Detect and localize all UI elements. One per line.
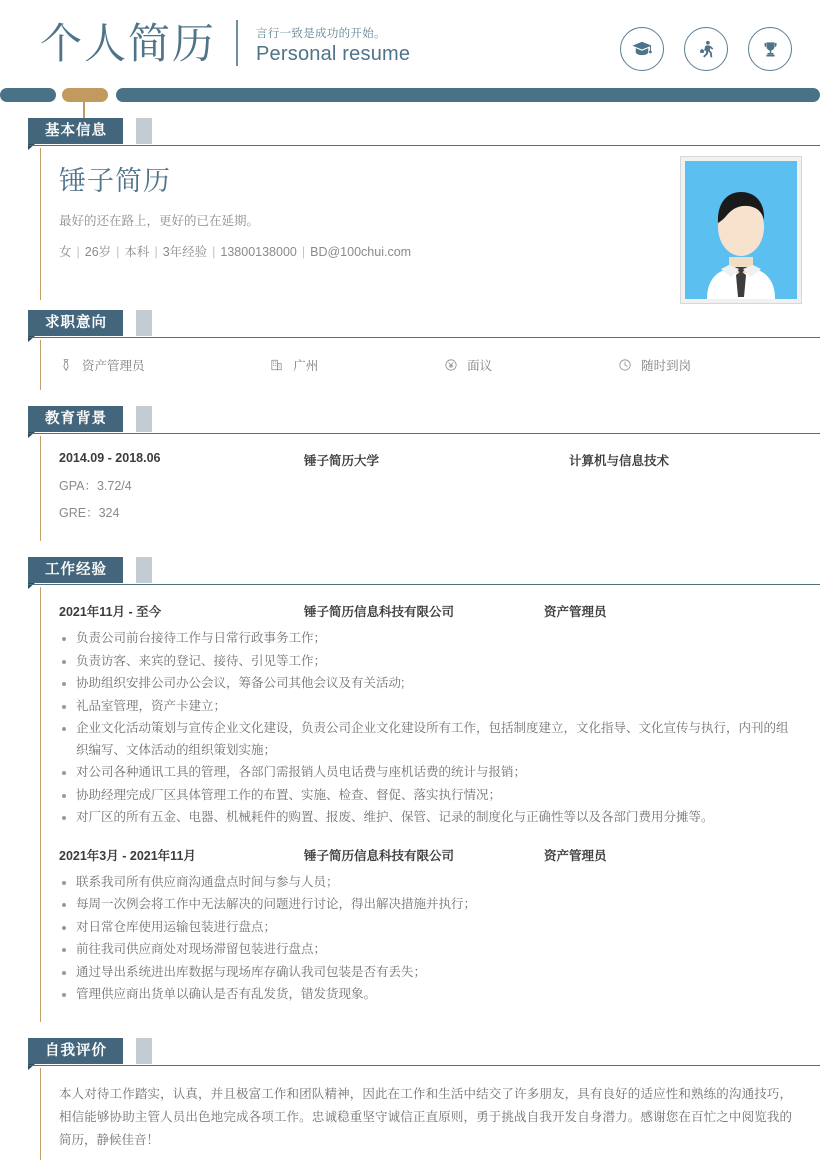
work-duty-item: 对公司各种通讯工具的管理，各部门需报销人员电话费与座机话费的统计与报销； (59, 762, 792, 784)
section-rule (28, 1065, 820, 1066)
work-duty-item: 管理供应商出货单以确认是否有乱发货，错发货现象。 (59, 984, 792, 1006)
intent-item (270, 356, 444, 374)
header-icon-group (620, 27, 792, 71)
clock-icon (618, 358, 632, 372)
work-role: 资产管理员 (544, 605, 607, 619)
decor-segment-left (0, 88, 56, 102)
intent-item (444, 356, 618, 374)
work-duty-item: 负责访客、来宾的登记、接待、引见等工作； (59, 651, 792, 673)
section-basic-info (0, 118, 820, 300)
work-period: 2021年11月 - 至今 (59, 605, 162, 619)
page-title: 个人简历 (40, 20, 217, 67)
meta-separator: | (212, 245, 216, 259)
section-accent-block (136, 406, 152, 432)
work-duty-item: 对日常仓库使用运输包装进行盘点； (59, 917, 792, 939)
meta-separator: | (301, 245, 306, 259)
section-title-intent: 求职意向 (28, 310, 123, 336)
intent-value: 面议 (467, 359, 493, 373)
section-accent-block (136, 310, 152, 336)
work-role: 资产管理员 (544, 848, 607, 863)
section-header-basic (28, 118, 792, 148)
education-body (40, 436, 792, 541)
education-school: 锤子简历大学 (304, 454, 380, 468)
work-company: 锤子简历信息科技有限公司 (304, 605, 455, 619)
tie-icon (59, 358, 73, 372)
work-duty-list (59, 872, 792, 1006)
section-title-education: 教育背景 (28, 406, 123, 432)
section-title-basic: 基本信息 (28, 118, 123, 144)
section-header-evaluation (28, 1038, 792, 1068)
candidate-name: 锤子简历 (59, 166, 171, 196)
building-icon (270, 358, 284, 372)
decor-drop-line (83, 101, 85, 119)
section-rule (28, 337, 820, 338)
self-evaluation-body (40, 1068, 792, 1160)
meta-item: 26岁 (84, 245, 112, 259)
education-detail: GPA：3.72/4 (59, 479, 132, 493)
title-block (40, 18, 410, 70)
intent-value: 随时到岗 (641, 359, 692, 373)
work-duty-item: 协助组织安排公司办公会议，筹备公司其他会议及有关活动; (59, 673, 792, 695)
section-education (0, 406, 820, 541)
work-entry (59, 602, 792, 829)
work-period: 2021年3月 - 2021年11月 (59, 848, 196, 863)
meta-item: BD@100chui.com (310, 245, 412, 259)
education-period: 2014.09 - 2018.06 (59, 451, 161, 465)
intent-item (59, 356, 270, 374)
avatar (680, 156, 802, 304)
work-experience-body (40, 587, 792, 1022)
section-work-experience (0, 557, 820, 1022)
section-title-work: 工作经验 (28, 557, 123, 583)
intent-item (618, 356, 792, 374)
avatar-illustration (685, 161, 797, 299)
section-rule (28, 145, 820, 146)
yen-icon (444, 358, 458, 372)
work-entry-header (59, 846, 792, 864)
walking-businessman-icon (684, 27, 728, 71)
meta-item: 3年经验 (162, 245, 208, 259)
meta-item: 13800138000 (220, 245, 297, 259)
work-duty-item: 协助经理完成厂区具体管理工作的布置、实施、检查、督促、落实执行情况； (59, 785, 792, 807)
work-duty-item: 联系我司所有供应商沟通盘点时间与参与人员； (59, 872, 792, 894)
work-company: 锤子简历信息科技有限公司 (304, 848, 455, 863)
section-title-evaluation: 自我评价 (28, 1038, 123, 1064)
education-entry (59, 451, 792, 469)
section-rule (28, 584, 820, 585)
section-header-education (28, 406, 792, 436)
self-evaluation-text: 本人对待工作踏实，认真，并且极富工作和团队精神，因此在工作和生活中结交了许多朋友，具有良好的适应性和熟练的沟通技巧，相信能够协助主管人员出色地完成各项工作。忠诚稳重坚守诚信正直原则，勇于挑战自我开发自身潜力。感谢您在百忙之中阅览我的简历，静候佳音！ (59, 1086, 792, 1147)
work-duty-item: 通过导出系统进出库数据与现场库存确认我司包装是否有丢失； (59, 962, 792, 984)
page-title-en: Personal resume (256, 43, 411, 65)
header-tagline: 言行一致是成功的开始。 (256, 28, 386, 40)
work-duty-item: 对厂区的所有五金、电器、机械耗件的购置、报废、维护、保管、记录的制度化与正确性等以及各部门费用分摊等。 (59, 807, 792, 829)
decor-segment-right (116, 88, 820, 102)
section-accent-block (136, 557, 152, 583)
section-job-intention (0, 310, 820, 390)
work-duty-item: 负责公司前台接待工作与日常行政事务工作； (59, 628, 792, 650)
basic-info-body (40, 148, 792, 300)
work-entry (59, 846, 792, 1006)
title-divider (236, 20, 238, 66)
section-accent-block (136, 1038, 152, 1064)
education-detail: GRE：324 (59, 506, 120, 520)
work-entry-header (59, 602, 792, 620)
intent-value: 广州 (293, 359, 319, 373)
title-subblock (256, 27, 410, 70)
section-rule (28, 433, 820, 434)
work-duty-list (59, 628, 792, 829)
work-duty-item: 每周一次例会将工作中无法解决的问题进行讨论，得出解决措施并执行； (59, 894, 792, 916)
work-duty-item: 前往我司供应商处对现场滞留包装进行盘点； (59, 939, 792, 961)
page-header (0, 0, 820, 88)
meta-item: 本科 (124, 245, 150, 259)
section-header-work (28, 557, 792, 587)
decor-segment-gold (62, 88, 108, 102)
meta-separator: | (154, 245, 158, 259)
graduation-cap-icon (620, 27, 664, 71)
section-header-intent (28, 310, 792, 340)
meta-separator: | (116, 245, 120, 259)
decor-bar (0, 88, 820, 118)
section-self-evaluation (0, 1038, 820, 1160)
candidate-motto: 最好的还在路上，更好的已在延期。 (59, 214, 260, 228)
meta-item: 女 (59, 245, 72, 259)
work-duty-item: 礼品室管理，资产卡建立； (59, 696, 792, 718)
meta-separator: | (76, 245, 80, 259)
work-duty-item: 企业文化活动策划与宣传企业文化建设，负责公司企业文化建设所有工作，包括制度建立，文化指导、文化宣传与执行，内刊的组织编写、文体活动的组织策划实施； (59, 718, 792, 761)
trophy-icon (748, 27, 792, 71)
job-intention-body (40, 340, 792, 390)
section-accent-block (136, 118, 152, 144)
intent-value: 资产管理员 (82, 359, 145, 373)
education-major: 计算机与信息技术 (569, 454, 670, 468)
